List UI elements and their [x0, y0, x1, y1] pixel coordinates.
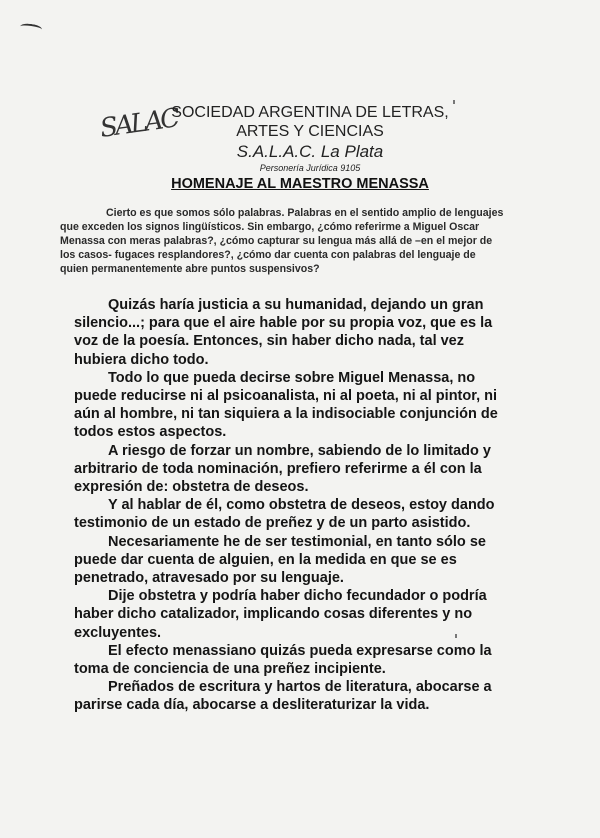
pen-mark — [20, 23, 43, 34]
paper-speck — [455, 634, 457, 638]
paragraph: Necesariamente he de ser testimonial, en tanto sólo se puede dar cuenta de alguien, en la medida en que se es penetrado, atravesado por su lenguaje. — [74, 533, 486, 587]
paper-speck — [453, 100, 455, 104]
paragraph: Quizás haría justicia a su humanidad, dejando un gran silencio...; para que el aire hable por su propia voz, que es la voz de la poesía. Entonces, sin haber dicho nada, tal vez hubiera dicho todo. — [74, 297, 493, 368]
intro-paragraph: Cierto es que somos sólo palabras. Palabras en el sentido amplio de lenguajes que exceden los signos lingüísticos. Sin embargo, ¿cómo referirme a Miguel Oscar Menassa con meras palabras?, ¿cómo capturar su lengua más allá de –en el mejor de los casos- fugaces resplandores?, ¿cómo dar cuenta con palabras del lenguaje de quien permanentemente abre puntos suspensivos? — [60, 207, 504, 275]
paragraph: Y al hablar de él, como obstetra de deseos, estoy dando testimonio de un estado de preñez y de un parto asistido. — [74, 497, 495, 532]
paragraph: Preñados de escritura y hartos de literatura, abocarse a parirse cada día, abocarse a desliteraturizar la vida. — [74, 679, 492, 714]
body-text — [74, 296, 520, 715]
document-title: HOMENAJE AL MAESTRO MENASSA — [171, 176, 429, 192]
paragraph: Dije obstetra y podría haber dicho fecundador o podría haber dicho catalizador, implicando cosas diferentes y no excluyentes. — [74, 588, 487, 641]
org-short-name: S.A.L.A.C. La Plata — [236, 142, 384, 161]
paragraph: El efecto menassiano quizás pueda expresarse como la toma de conciencia de una preñez incipiente. — [74, 642, 492, 678]
organization-header — [160, 103, 460, 174]
legal-status: Personería Jurídica 9105 — [259, 163, 361, 173]
paragraph: Todo lo que pueda decirse sobre Miguel Menassa, no puede reducirse ni al psicoanalista, ni al poeta, ni al pintor, ni aún al hombre, ni tan siquiera a la indisociable conjunción de todos estos aspectos. — [74, 369, 498, 441]
org-name: SOCIEDAD ARGENTINA DE LETRAS, — [171, 104, 449, 121]
org-subtitle: ARTES Y CIENCIAS — [236, 123, 384, 140]
salac-logo: SALAC — [98, 103, 180, 144]
paragraph: A riesgo de forzar un nombre, sabiendo de lo limitado y arbitrario de toda nominación, prefiero referirme a él con la expresión de: obstetra de deseos. — [74, 442, 491, 496]
